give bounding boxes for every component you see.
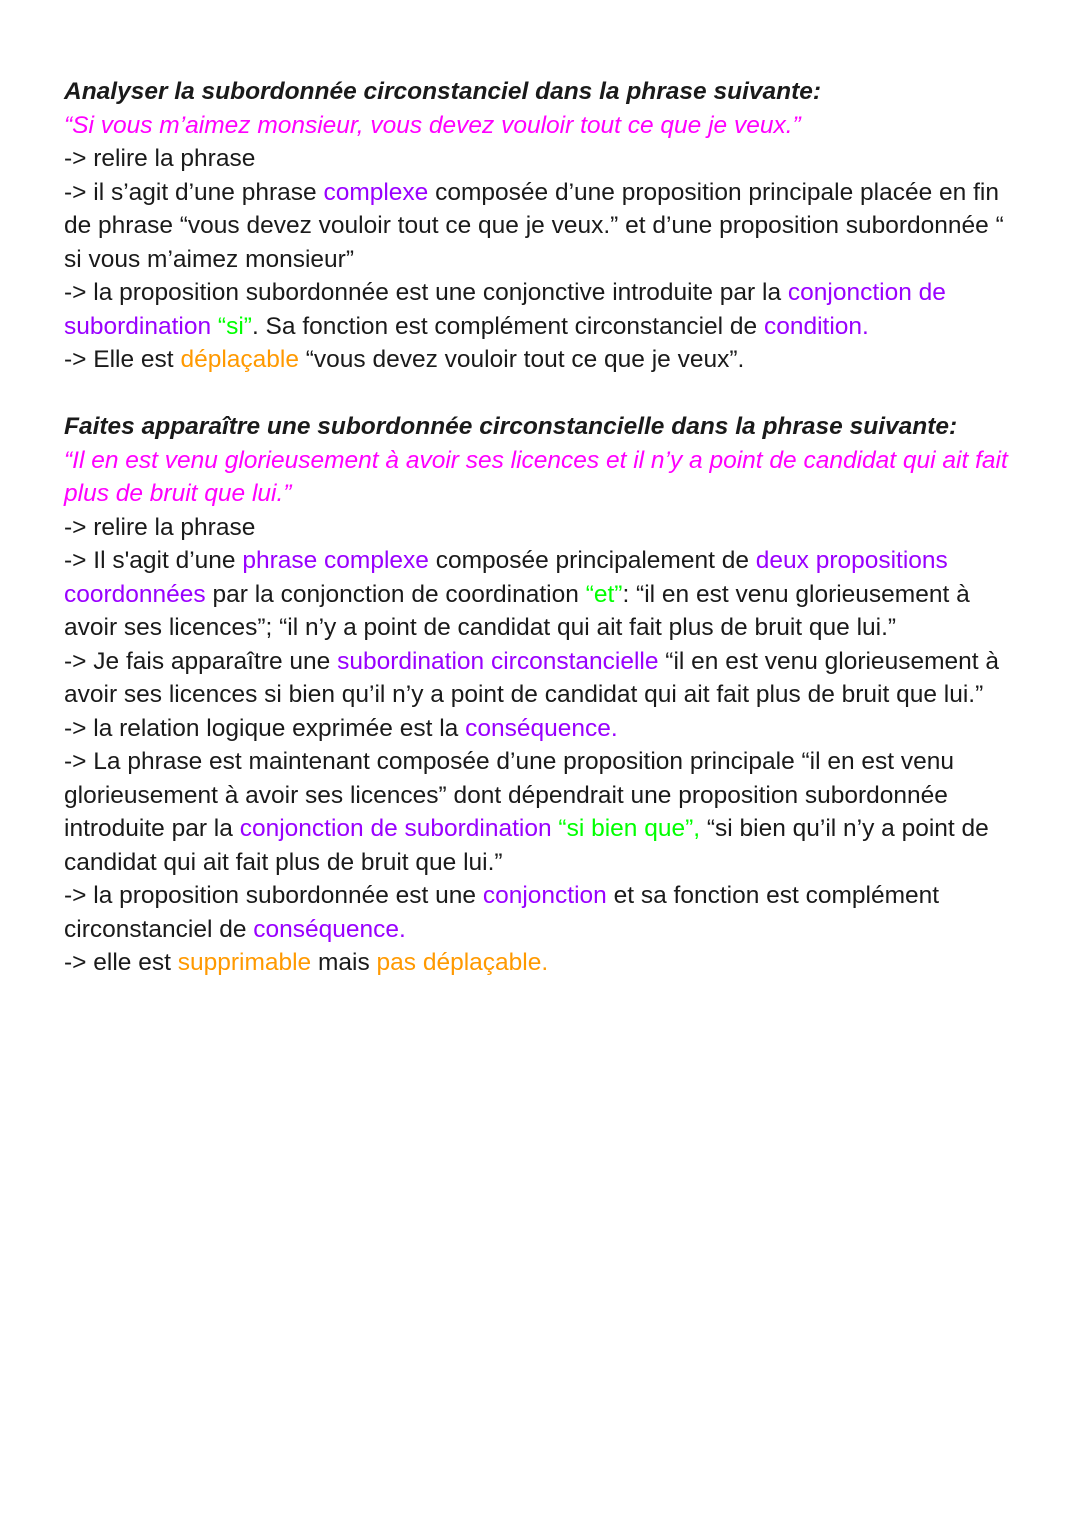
term-subordination-circonstancielle: subordination circonstancielle xyxy=(337,647,659,675)
section-gap xyxy=(64,377,1024,411)
section2-step-function: -> la proposition subordonnée est une conjonction et sa fonction est complément circonstanciel de conséquence. xyxy=(64,882,940,943)
section2-step-properties: -> elle est supprimable mais pas déplaçable. xyxy=(64,949,549,976)
term-deplacable: déplaçable xyxy=(180,346,299,373)
section1-step-conjunction: -> la proposition subordonnée est une conjonctive introduite par la conjonction de subordination “si”. Sa fonction est complément circonstanciel de condition. xyxy=(64,279,946,340)
term-si: “si” xyxy=(217,312,252,340)
term-pas-deplacable: pas déplaçable. xyxy=(376,949,549,976)
term-supprimable: supprimable xyxy=(177,949,312,976)
term-complexe: complexe xyxy=(323,178,429,206)
section2-step-reread: -> relire la phrase xyxy=(64,513,256,541)
term-si-bien-que: “si bien que”, xyxy=(558,815,701,842)
section2-step-sentence-type: -> Il s'agit d’une phrase complexe composée principalement de deux propositions coordonnées par la conjonction de coordination “et”: “il en est venu glorieusement à avoir ses licences”; “il n’y a point de candidat qui ait fait plus de bruit que lui.” xyxy=(64,547,970,641)
term-conjonction-de-subordination: conjonction de subordination xyxy=(64,279,946,340)
section1-step-movable: -> Elle est déplaçable “vous devez vouloir tout ce que je veux”. xyxy=(64,346,745,373)
term-conjonction-de-subordination-2: conjonction de subordination xyxy=(239,815,552,842)
term-consequence-2: conséquence. xyxy=(253,915,406,943)
term-condition: condition. xyxy=(763,312,869,340)
term-et: “et” xyxy=(585,580,623,608)
term-consequence: conséquence. xyxy=(465,714,618,742)
section1-step-reread: -> relire la phrase xyxy=(64,145,256,172)
section1-quote: “Si vous m’aimez monsieur, vous devez vouloir tout ce que je veux.” xyxy=(64,111,801,139)
section2-step-transformation: -> Je fais apparaître une subordination circonstancielle “il en est venu glorieusement à avoir ses licences si bien qu’il n’y a point de candidat qui ait fait plus de bruit que lui.” xyxy=(64,647,999,708)
section2-step-logic-relation: -> la relation logique exprimée est la conséquence. xyxy=(64,714,618,742)
section1-step-sentence-type: -> il s’agit d’une phrase complexe composée d’une proposition principale placée en fin de phrase “vous devez vouloir tout ce que je veux.” et d’une proposition subordonnée “ si vous m’aimez monsieur” xyxy=(64,178,1004,273)
term-deux-propositions-coordonnees: deux propositions coordonnées xyxy=(64,547,948,608)
term-conjonction: conjonction xyxy=(482,882,607,909)
section2-quote: “Il en est venu glorieusement à avoir ses licences et il n’y a point de candidat qui ait fait plus de bruit que lui.” xyxy=(64,446,1008,507)
section1-heading: Analyser la subordonnée circonstanciel dans la phrase suivante: xyxy=(64,78,822,105)
term-phrase-complexe: phrase complexe xyxy=(242,547,429,574)
document-page xyxy=(64,75,1024,980)
section2-step-structure: -> La phrase est maintenant composée d’une proposition principale “il en est venu glorieusement à avoir ses licences” dont dépendrait une proposition subordonnée introduite par la conjonction de subordination “si bien que”, “si bien qu’il n’y a point de candidat qui ait fait plus de bruit que lui.” xyxy=(64,748,989,876)
section2-heading: Faites apparaître une subordonnée circonstancielle dans la phrase suivante: xyxy=(64,413,958,440)
